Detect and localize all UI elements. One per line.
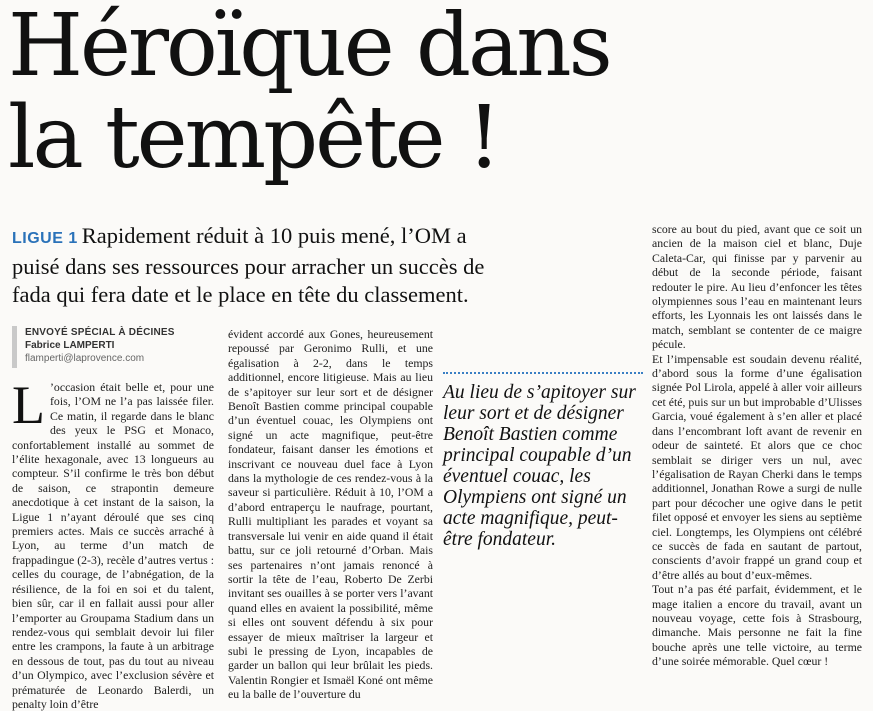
body-column-1	[12, 375, 214, 711]
author-email[interactable]: flamperti@laprovence.com	[25, 353, 145, 364]
body-paragraph: score au bout du pied, avant que ce soit un ancien de la maison ciel et blanc, Duje Caleta-Car, qui finisse par y parvenir au début de la seconde période, faisant redouter le pire. Au lieu d’enfoncer les têtes olympiennes sous l’eau en maintenant leurs efforts, les Lyonnais les ont laissés dans le match, semblant se contenter de ce maigre pécule.	[652, 222, 862, 352]
byline	[12, 326, 225, 368]
body-paragraph: Et l’impensable est soudain devenu réalité, d’abord sous la forme d’une égalisation signée Pol Lirola, appelé à aller voir ailleurs cet été, puis sur un but improbable d’Ulisses Garcia, voué également à s’en aller et placé dans l’encombrant loft avant de revenir en odeur de sainteté. Et alors que ce choc semblait se diriger vers un nul, avec l’égalisation de Rayan Cherki dans le temps additionnel, Jonathan Rowe a surgi de nulle part pour décocher une ogive dans le petit filet opposé et envoyer les siens au septième ciel. Longtemps, les Olympiens ont célébré ce succès de fada en sautant de partout, conscients d’avoir frappé un grand coup et d’être allés au bout d’eux-mêmes.	[652, 351, 862, 582]
headline-line-2: la tempête !	[8, 88, 499, 188]
headline-line-1: Héroïque dans	[8, 0, 610, 96]
pull-quote: Au lieu de s’apitoyer sur leur sort et de désigner Benoît Bastien comme principal coupable d’un éventuel couac, les Olympiens ont signé un acte magnifique, peut-être fondateur.	[443, 372, 643, 550]
headline	[8, 0, 648, 188]
body-paragraph	[12, 375, 214, 711]
body-text-col1: ’occasion était belle et, pour une fois, l’OM ne l’a pas laissée filer. Ce matin, il regarde dans le blanc des yeux le PSG et Monaco, confortablement installé au sommet de l’élite hexagonale, avec 13 longueurs au compteur. S’il confirme le très bon début de saison, ce strapontin demeure anecdotique à cet instant de la saison, la Ligue 1 n’ayant déroulé que ses cinq premiers actes. Mais ce succès arraché à Lyon, au terme d’un match de frappadingue (2-3), recèle d’autres vertus : celles du courage, de l’abnégation, de la résilience, de la foi en soi et du talent, bien sûr, car il en fallait aussi pour aller l’emporter au Groupama Stadium dans un rendez-vous qui semblait devoir lui filer entre les crampons, la faute à un arbitrage en dessous de tout, pas du tout au niveau d’un Olympico, avec l’exclusion sévère et prématurée de Leonardo Balerdi, un penalty loin d’être	[12, 380, 214, 711]
standfirst-text: Rapidement réduit à 10 puis mené, l’OM a puisé dans ses ressources pour arracher un succès de fada qui fera date et le place en tête du classement.	[12, 223, 485, 307]
body-column-2	[228, 327, 433, 702]
standfirst	[12, 222, 517, 309]
drop-cap: L	[12, 375, 45, 435]
body-paragraph: Tout n’a pas été parfait, évidemment, et le mage italien a encore du travail, avant un nouveau voyage, cette fois à Strasbourg, dimanche. Mais personne ne fait la fine bouche après une telle victoire, au terme d’une soirée mémorable. Quel cœur !	[652, 582, 862, 669]
body-column-3	[652, 222, 862, 669]
author-name: Fabrice LAMPERTI	[25, 340, 115, 351]
section-kicker: LIGUE 1	[12, 230, 78, 247]
body-paragraph: évident accordé aux Gones, heureusement repoussé par Geronimo Rulli, et une égalisation à 2-2, dans le temps additionnel, encore litigieuse. Mais au lieu de s’apitoyer sur leur sort et de désigner Benoît Bastien comme principal coupable d’un éventuel couac, les Olympiens ont signé un acte magnifique, peut-être fondateur, faisant danser les émotions et inscrivant ce nouveau duel face à Lyon dans la mythologie de ces rendez-vous à la saveur si particulière. Réduit à 10, l’OM a d’abord entraperçu le naufrage, pourtant, Rulli multipliant les parades et voyant sa transversale lui venir en aide quand il était battu, sur ce joli retourné d’Orban. Mais ses partenaires n’ont jamais renoncé à sortir la tête de l’eau, Roberto De Zerbi invitant ses ouailles à se porter vers l’avant quand elles en avaient la possibilité, même si elles ont souvent défendu à six pour essayer de mieux maîtriser la largeur et subi le pressing de Lyon, incapables de garder un ballon qui leur brûlait les pieds. Valentin Rongier et Ismaël Koné ont même eu la balle de l’ouverture du	[228, 327, 433, 702]
byline-role: ENVOYÉ SPÉCIAL À DÉCINES	[25, 327, 175, 338]
